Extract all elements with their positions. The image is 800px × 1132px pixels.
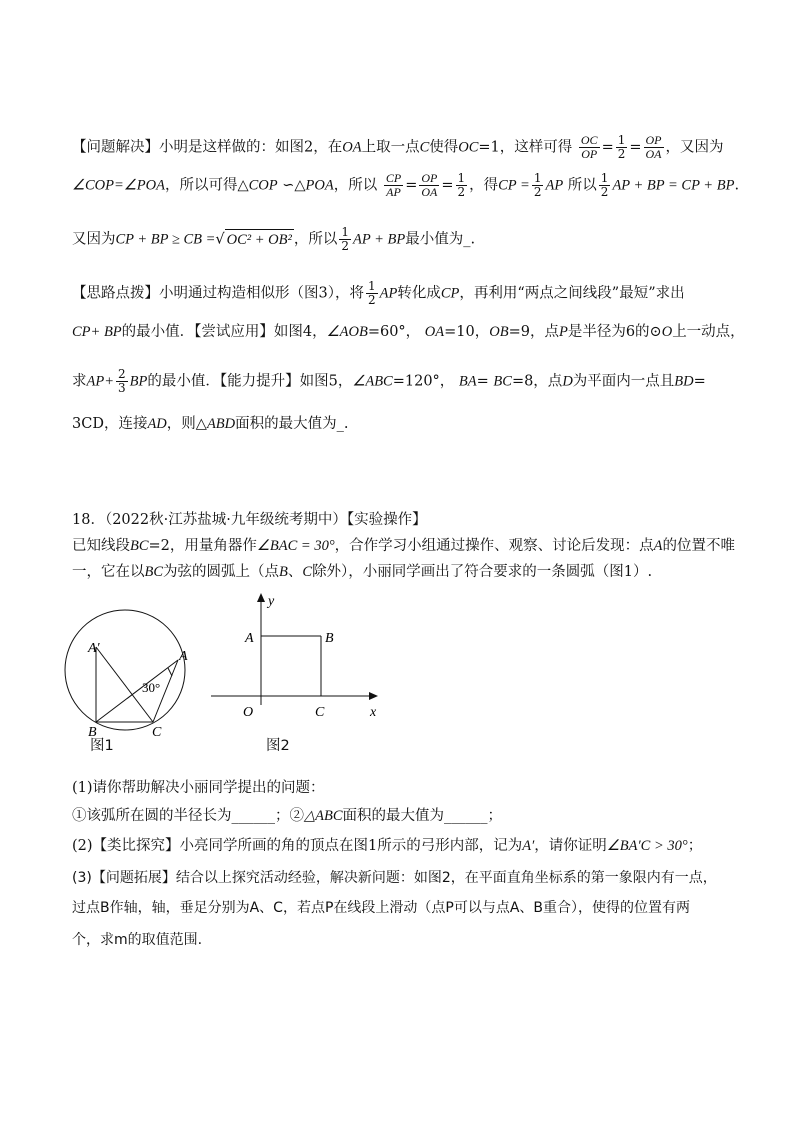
- fraction-half: $\frac{1}{2}$: [617, 133, 626, 161]
- fig1-label-c: C: [152, 725, 162, 740]
- blank: _.: [463, 231, 476, 248]
- fraction-cp-ap: $\frac{CP}{AP}$: [385, 171, 402, 199]
- text-segment: =60°，: [367, 324, 425, 340]
- text-segment: =8，点: [511, 373, 563, 390]
- text-segment: 【思路点拨】小明通过构造相似形（图3），将: [72, 285, 364, 302]
- math-bc: BC: [144, 564, 164, 580]
- fraction-half: $\frac{1}{2}$: [600, 171, 609, 199]
- text-segment: =120°，: [392, 373, 459, 390]
- fraction-half: $\frac{1}{2}$: [341, 225, 349, 253]
- text-segment: 、: [287, 564, 303, 580]
- fraction-two-thirds: $\frac{2}{3}$: [118, 367, 126, 395]
- text-segment: (2)【类比探究】小亮同学所画的角的顶点在图1所示的弓形内部，记为: [72, 838, 523, 854]
- text-segment: ，所以: [293, 231, 338, 248]
- text-segment: 最小值为: [405, 231, 464, 248]
- fig2-label-y: y: [268, 594, 275, 609]
- q18-line-2: [72, 562, 652, 582]
- text-segment: 上一动点，: [672, 324, 745, 340]
- text-segment: ，再利用“两点之间线段”最短”求出: [459, 285, 685, 302]
- text-segment: 已知线段: [72, 538, 130, 554]
- text-segment: ；: [687, 838, 703, 854]
- math-a: A: [653, 538, 663, 554]
- math-sum: AP + BP = CP + BP: [612, 177, 735, 194]
- math-ap: AP: [545, 177, 564, 194]
- text-segment: 面积的最大值为: [235, 416, 337, 432]
- text-segment: ，请你证明: [534, 838, 607, 854]
- text-segment: =1，这样可得: [478, 139, 573, 156]
- fig1-angle-arc: [168, 668, 172, 676]
- text-segment: ∽△: [277, 177, 306, 194]
- text-line-7: [72, 414, 349, 434]
- text-line-6: [72, 368, 706, 395]
- fig1-circle: [65, 610, 185, 730]
- math-angle-bac: ∠BAC = 30°: [256, 538, 335, 554]
- math-d: D: [562, 373, 573, 390]
- text-segment: ，则△: [166, 416, 207, 432]
- text-segment: 一，它在以: [72, 564, 145, 580]
- math-3cd: 3CD: [72, 416, 104, 432]
- text-segment: 除外），小丽同学画出了符合要求的一条圆弧（图1）.: [312, 564, 653, 580]
- text-segment: =10，: [444, 324, 490, 340]
- q18-part-3-line-3: 个，求m的取值范围.: [72, 932, 203, 948]
- math-ap-plus: AP+: [86, 373, 114, 390]
- text-line-2: ∠COP=∠POA，所以可得△COP ∽△POA，所以 $\frac{CP}{AP}$ = $\frac{OP}{OA}$ = $\frac{1}{2}$ ，得CP = $\frac{1}{2}$ AP 所以 $\frac{1}{2}$ AP + BP = CP + BP.: [72, 171, 740, 199]
- math-ad: AD: [147, 416, 167, 432]
- text-segment: 面积的最大值为______；: [342, 808, 503, 824]
- blank: _.: [336, 416, 349, 432]
- math-angle-ineq: ∠BA′C > 30°: [606, 838, 688, 854]
- math-triangle-abc: △ABC: [304, 808, 343, 824]
- text-segment: 使得: [429, 139, 459, 156]
- figure-2: [205, 590, 385, 730]
- text-segment: =2，用量角器作: [148, 538, 257, 554]
- fig2-y-arrow: [257, 593, 265, 602]
- text-segment: 为平面内一点且: [572, 373, 675, 390]
- text-segment: ，得: [469, 177, 499, 194]
- fraction-half: $\frac{1}{2}$: [533, 171, 542, 199]
- math-angle-eq: ∠COP=∠POA: [72, 177, 165, 194]
- text-segment: ①该弧所在圆的半径长为______；②: [72, 808, 304, 824]
- math-p: P: [558, 324, 568, 340]
- math-c: C: [302, 564, 313, 580]
- text-segment: 的位置不唯: [662, 538, 735, 554]
- text-segment: 的最小值．【尝试应用】如图4，: [121, 324, 327, 340]
- figure-1-caption: 图1: [90, 738, 114, 754]
- text-line-5: [72, 322, 745, 342]
- q18-part-1-items: [72, 806, 502, 826]
- math-abd: ABD: [206, 416, 236, 432]
- text-line-3: [72, 226, 475, 253]
- math-bp: BP: [129, 373, 148, 390]
- math-ap: AP: [379, 285, 398, 302]
- fraction-op-oa: $\frac{OP}{OA}$: [645, 133, 662, 161]
- math-bc: BC: [493, 373, 512, 390]
- math-cp-bp: CP+ BP: [72, 324, 122, 340]
- text-line-4: [72, 280, 685, 307]
- math-b: B: [279, 564, 288, 580]
- fig2-label-a: A: [245, 631, 254, 646]
- math-angle: ∠ABC: [352, 373, 393, 390]
- math-bd: BD: [674, 373, 694, 390]
- math-oc: OC: [458, 139, 479, 156]
- math-o: O: [661, 324, 673, 340]
- q18-part-2: [72, 836, 702, 856]
- text-segment: =: [476, 373, 494, 390]
- fig1-label-angle: 30°: [142, 680, 161, 695]
- fraction-oc-op: $\frac{OC}{OP}$: [580, 133, 598, 161]
- question-18-header: 18．（2022秋·江苏盐城·九年级统考期中）【实验操作】: [72, 512, 427, 528]
- text-segment: ，所以: [333, 177, 378, 194]
- math-ba: BA: [458, 373, 477, 390]
- text-segment: ，又因为: [665, 139, 724, 156]
- fig1-label-b: B: [88, 725, 97, 740]
- math-expr: AP + BP: [353, 231, 406, 248]
- math-sqrt: OC² + OB²: [225, 229, 294, 250]
- fig2-x-arrow: [369, 692, 378, 700]
- text-segment: 求: [72, 373, 87, 390]
- math-c: C: [419, 139, 430, 156]
- fraction-half: $\frac{1}{2}$: [367, 279, 376, 307]
- fig1-label-a: A: [179, 649, 188, 664]
- text-segment: 所以: [567, 177, 597, 194]
- math-inequality: CP + BP ≥ CB =: [115, 231, 216, 248]
- text-segment: 的最小值．【能力提升】如图5，: [147, 373, 353, 390]
- math-ob: OB: [489, 324, 509, 340]
- text-line-1: 【问题解决】小明是这样做的：如图2，在OA上取一点C使得OC=1，这样可得 $\frac{OC}{OP}$ = $\frac{1}{2}$ = $\frac{OP}{OA}$ ，又因为: [72, 133, 724, 161]
- q18-part-3-line-2: 过点B作轴，轴，垂足分别为A、C，若点P在线段上滑动（点P可以与点A、B重合），使得的位置有两: [72, 900, 691, 916]
- math-oa: OA: [342, 139, 362, 156]
- q18-line-1: [72, 536, 735, 556]
- math-cp-eq: CP =: [498, 177, 530, 194]
- text-segment: 【问题解决】小明是这样做的：如图2，在: [72, 139, 343, 156]
- sqrt-symbol: √: [215, 231, 225, 248]
- math-cp: CP: [440, 285, 460, 302]
- text-segment: ，所以可得△: [164, 177, 249, 194]
- text-segment: ，合作学习小组通过操作、观察、讨论后发现：点: [334, 538, 654, 554]
- text-segment: 是半径为6的⊙: [567, 324, 662, 340]
- math-a-prime: A′: [522, 838, 535, 854]
- math-bc: BC: [130, 538, 149, 554]
- text-segment: 转化成: [397, 285, 441, 302]
- math-oa: OA: [424, 324, 445, 340]
- figure-2-caption: 图2: [266, 738, 290, 754]
- text-segment: 又因为: [72, 231, 116, 248]
- fig2-label-c: C: [315, 705, 325, 720]
- fig2-label-b: B: [325, 631, 334, 646]
- text-segment: =9，点: [508, 324, 559, 340]
- q18-part-3-line-1: (3)【问题拓展】结合以上探究活动经验，解决新问题：如图2，在平面直角坐标系的第一象限内有一点，: [72, 870, 717, 886]
- fig1-label-a-prime: A′: [88, 641, 100, 656]
- text-segment: =: [693, 373, 706, 390]
- text-segment: 上取一点: [361, 139, 420, 156]
- figure-1: [60, 600, 210, 760]
- fraction-half: $\frac{1}{2}$: [457, 171, 466, 199]
- math-cop: COP: [248, 177, 278, 194]
- text-segment: 为弦的圆弧上（点: [163, 564, 280, 580]
- fraction-op-oa: $\frac{OP}{OA}$: [421, 171, 438, 199]
- math-angle: ∠AOB: [326, 324, 368, 340]
- q18-part-1: (1)请你帮助解决小丽同学提出的问题：: [72, 780, 325, 796]
- text-segment: ，连接: [103, 416, 148, 432]
- math-poa: POA: [305, 177, 334, 194]
- fig2-label-x: x: [370, 705, 377, 720]
- fig2-label-o: O: [243, 705, 254, 720]
